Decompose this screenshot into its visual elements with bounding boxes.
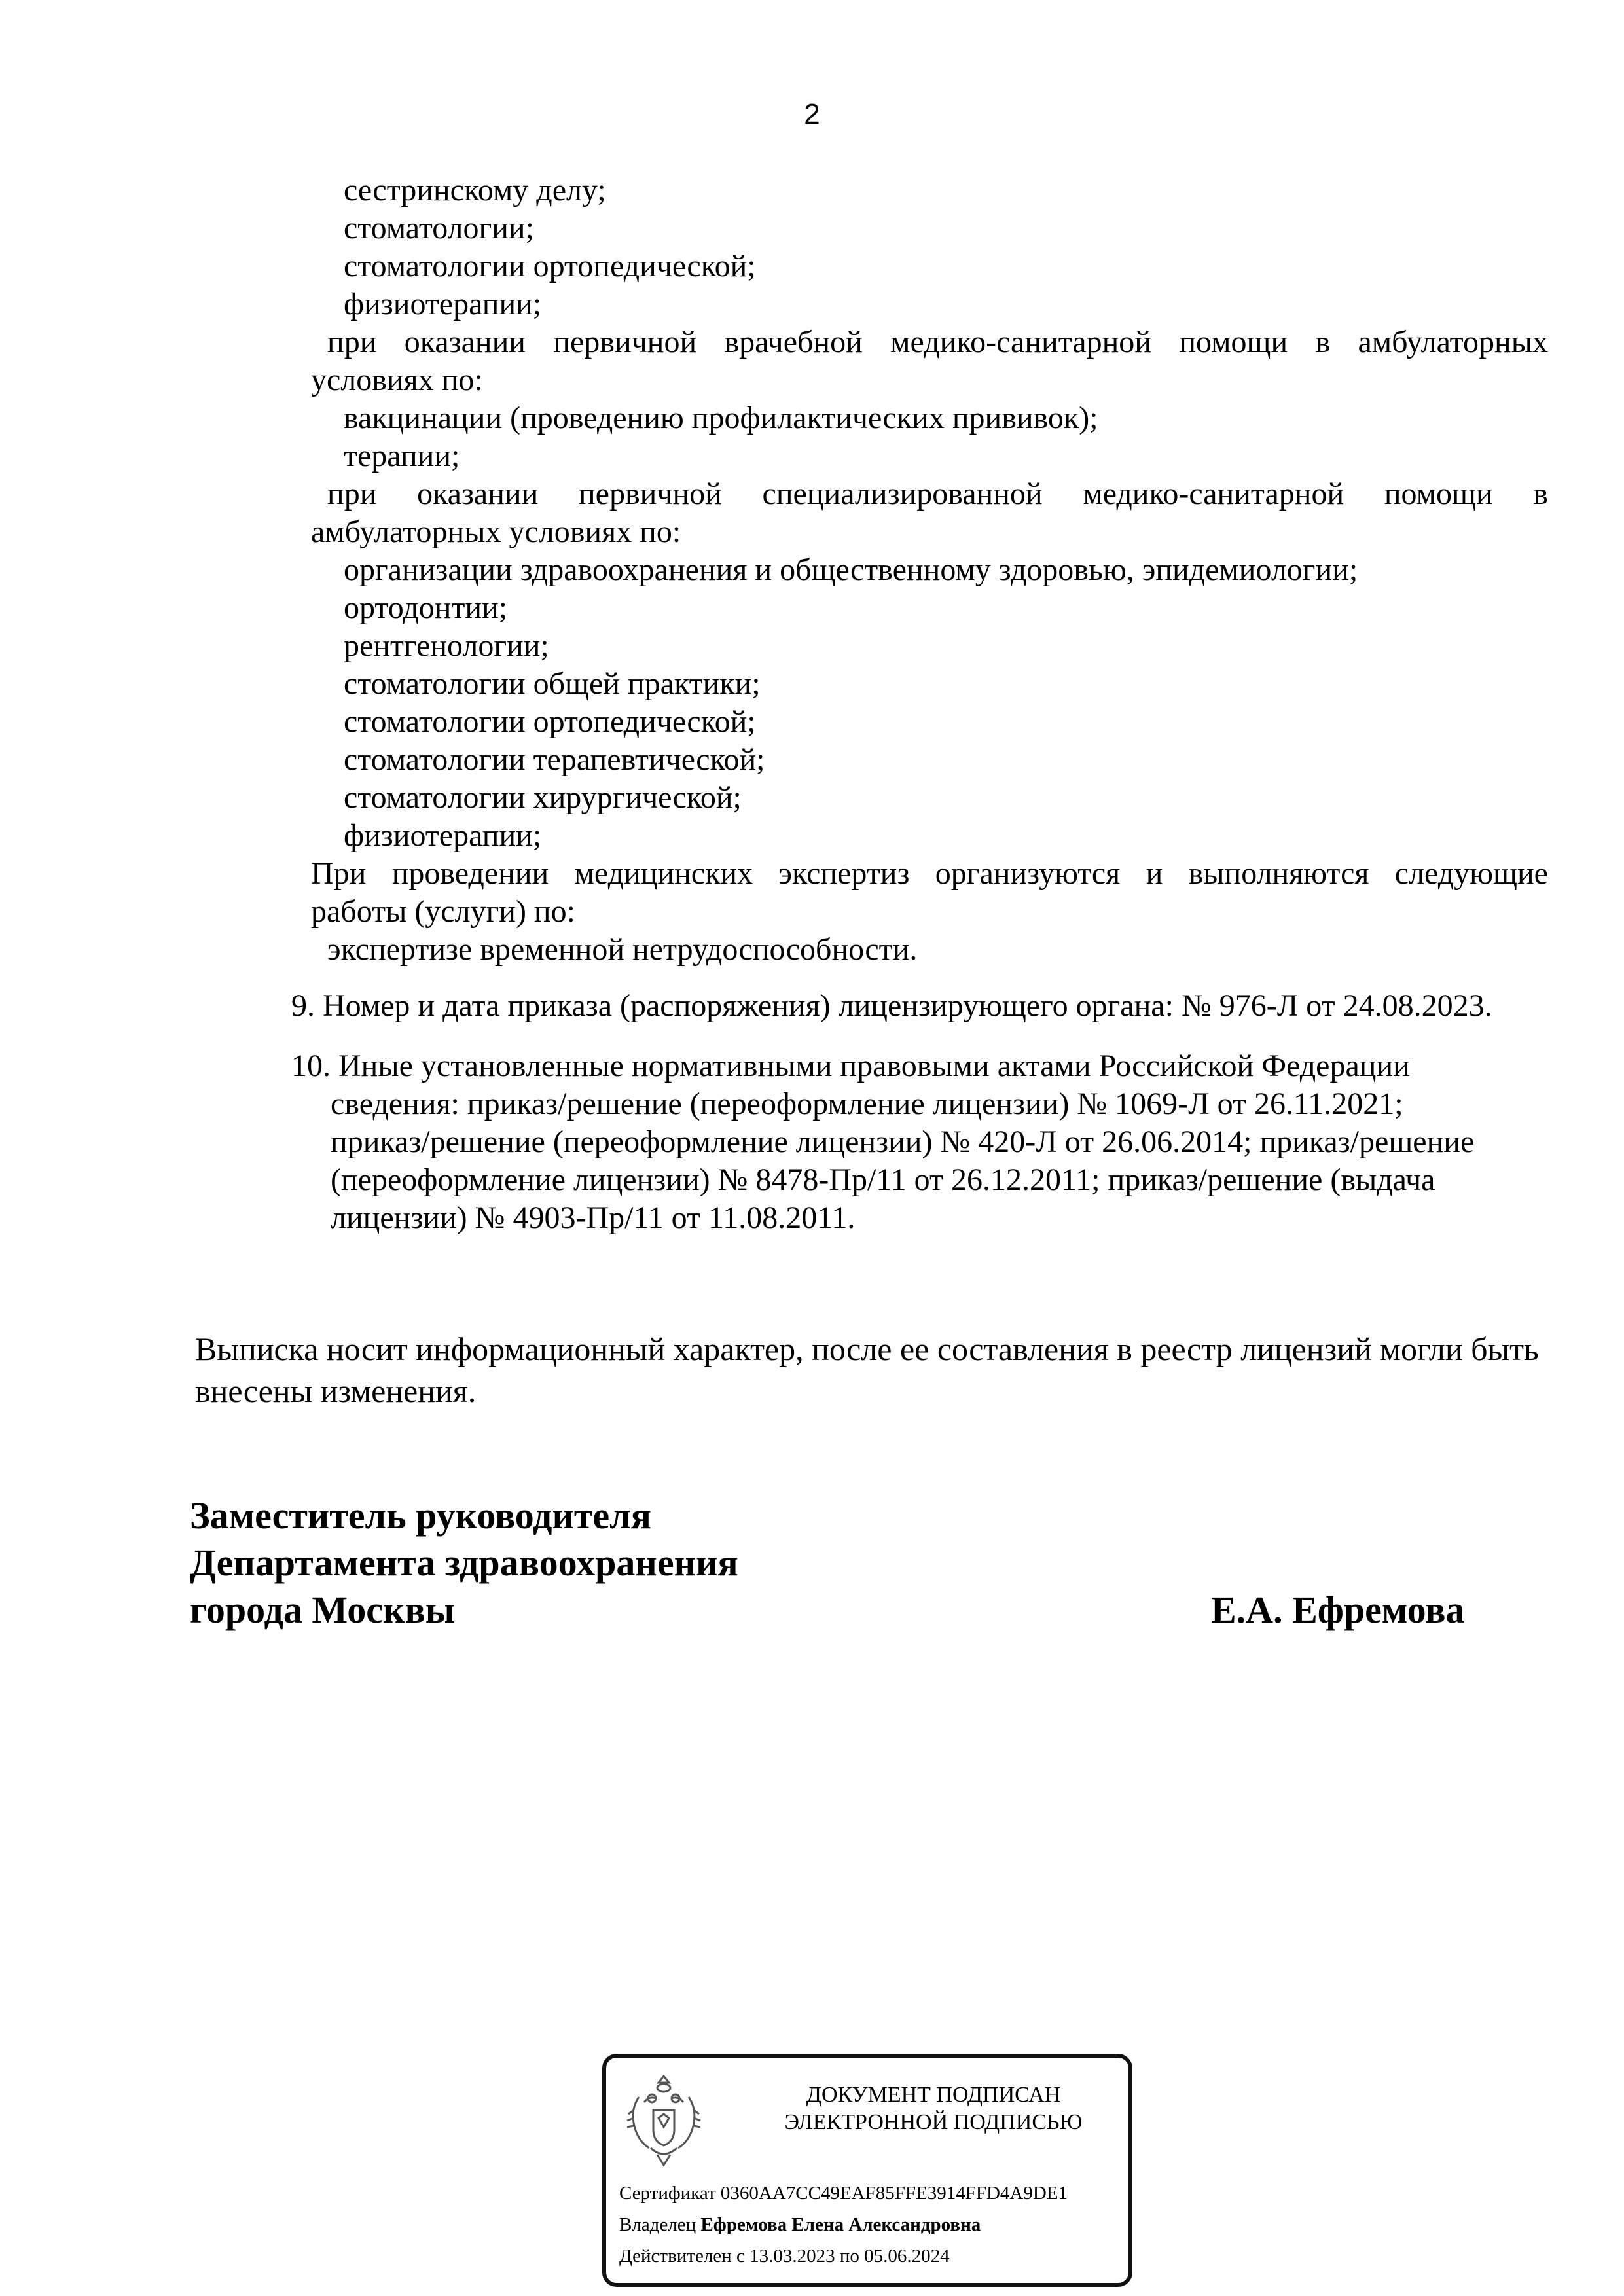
word: помощи bbox=[1179, 325, 1288, 359]
list-item: организации здравоохранения и общественному здоровью, эпидемиологии; bbox=[344, 552, 1358, 587]
word: при bbox=[327, 476, 377, 511]
word: При bbox=[311, 856, 367, 891]
paragraph-primary-doctor-care bbox=[327, 323, 1548, 361]
list-item: терапии; bbox=[344, 439, 460, 473]
word: экспертиз bbox=[778, 856, 910, 891]
list-item: стоматологии; bbox=[344, 211, 534, 245]
informational-note-line: внесены изменения. bbox=[195, 1372, 477, 1409]
other-info-line: приказ/решение (переоформление лицензии) № 420-Л от 26.06.2014; приказ/решение bbox=[331, 1124, 1475, 1159]
word: выполняются bbox=[1188, 856, 1369, 891]
list-item: стоматологии ортопедической; bbox=[344, 704, 756, 739]
word: медико-санитарной bbox=[890, 325, 1151, 359]
coat-of-arms-emblem-icon bbox=[624, 2071, 703, 2169]
signatory-name: Е.А. Ефремова bbox=[1211, 1588, 1465, 1631]
word: в bbox=[1533, 476, 1548, 511]
stamp-title: ДОКУМЕНТ ПОДПИСАН bbox=[806, 2083, 1061, 2107]
informational-note: Выписка носит информационный характер, после ее составления в реестр лицензий могли быть bbox=[195, 1331, 1539, 1367]
list-item: вакцинации (проведению профилактических прививок); bbox=[344, 401, 1098, 435]
stamp-owner-label: Владелец bbox=[619, 2214, 696, 2235]
word: первичной bbox=[553, 325, 697, 359]
electronic-signature-stamp bbox=[602, 2054, 1132, 2287]
word: амбулаторных bbox=[1358, 325, 1548, 359]
word: специализированной bbox=[762, 476, 1043, 511]
word: следующие bbox=[1394, 856, 1548, 891]
word: оказании bbox=[417, 476, 539, 511]
list-item: физиотерапии; bbox=[344, 818, 542, 853]
list-item: стоматологии ортопедической; bbox=[344, 249, 756, 283]
stamp-owner-name: Ефремова Елена Александровна bbox=[700, 2214, 981, 2235]
stamp-validity: Действителен с 13.03.2023 по 05.06.2024 bbox=[619, 2246, 950, 2267]
other-info-line: (переоформление лицензии) № 8478-Пр/11 от 26.12.2011; приказ/решение (выдача bbox=[331, 1162, 1435, 1197]
other-info-item: 10. Иные установленные нормативными правовыми актами Российской Федерации bbox=[291, 1049, 1410, 1083]
list-item: физиотерапии; bbox=[344, 287, 542, 321]
signatory-title: города Москвы bbox=[190, 1588, 456, 1631]
page-number: 2 bbox=[804, 98, 820, 130]
word: первичной bbox=[578, 476, 722, 511]
word: медицинских bbox=[574, 856, 753, 891]
list-item: рентгенологии; bbox=[344, 628, 549, 663]
word: оказании bbox=[404, 325, 526, 359]
word: организуются bbox=[935, 856, 1121, 891]
paragraph-specialized-care bbox=[327, 475, 1548, 513]
list-item: экспертизе временной нетрудоспособности. bbox=[327, 932, 918, 967]
stamp-certificate: Сертификат 0360AA7CC49EAF85FFE3914FFD4A9DE1 bbox=[619, 2183, 1068, 2204]
stamp-title: ЭЛЕКТРОННОЙ ПОДПИСЬЮ bbox=[784, 2110, 1083, 2134]
stamp-owner bbox=[619, 2214, 981, 2236]
list-item: стоматологии общей практики; bbox=[344, 666, 761, 701]
list-item: стоматологии терапевтической; bbox=[344, 742, 765, 777]
paragraph-line: амбулаторных условиях по: bbox=[311, 514, 681, 549]
list-item: сестринскому делу; bbox=[344, 173, 606, 207]
other-info-line: лицензии) № 4903-Пр/11 от 11.08.2011. bbox=[331, 1200, 856, 1235]
word: врачебной bbox=[724, 325, 863, 359]
paragraph-line: работы (услуги) по: bbox=[311, 894, 575, 929]
signatory-title: Департамента здравоохранения bbox=[190, 1541, 738, 1584]
word: и bbox=[1146, 856, 1163, 891]
word: в bbox=[1315, 325, 1331, 359]
word: медико-санитарной bbox=[1083, 476, 1344, 511]
paragraph-line: условиях по: bbox=[311, 363, 483, 397]
license-order-item: 9. Номер и дата приказа (распоряжения) лицензирующего органа: № 976-Л от 24.08.2023. bbox=[291, 988, 1492, 1023]
other-info-line: сведения: приказ/решение (переоформление лицензии) № 1069-Л от 26.11.2021; bbox=[331, 1086, 1403, 1121]
list-item: ортодонтии; bbox=[344, 590, 508, 625]
word: при bbox=[327, 325, 377, 359]
word: помощи bbox=[1384, 476, 1493, 511]
signatory-title: Заместитель руководителя bbox=[190, 1494, 652, 1537]
word: проведении bbox=[391, 856, 549, 891]
list-item: стоматологии хирургической; bbox=[344, 780, 742, 815]
paragraph-expertise bbox=[311, 855, 1548, 893]
